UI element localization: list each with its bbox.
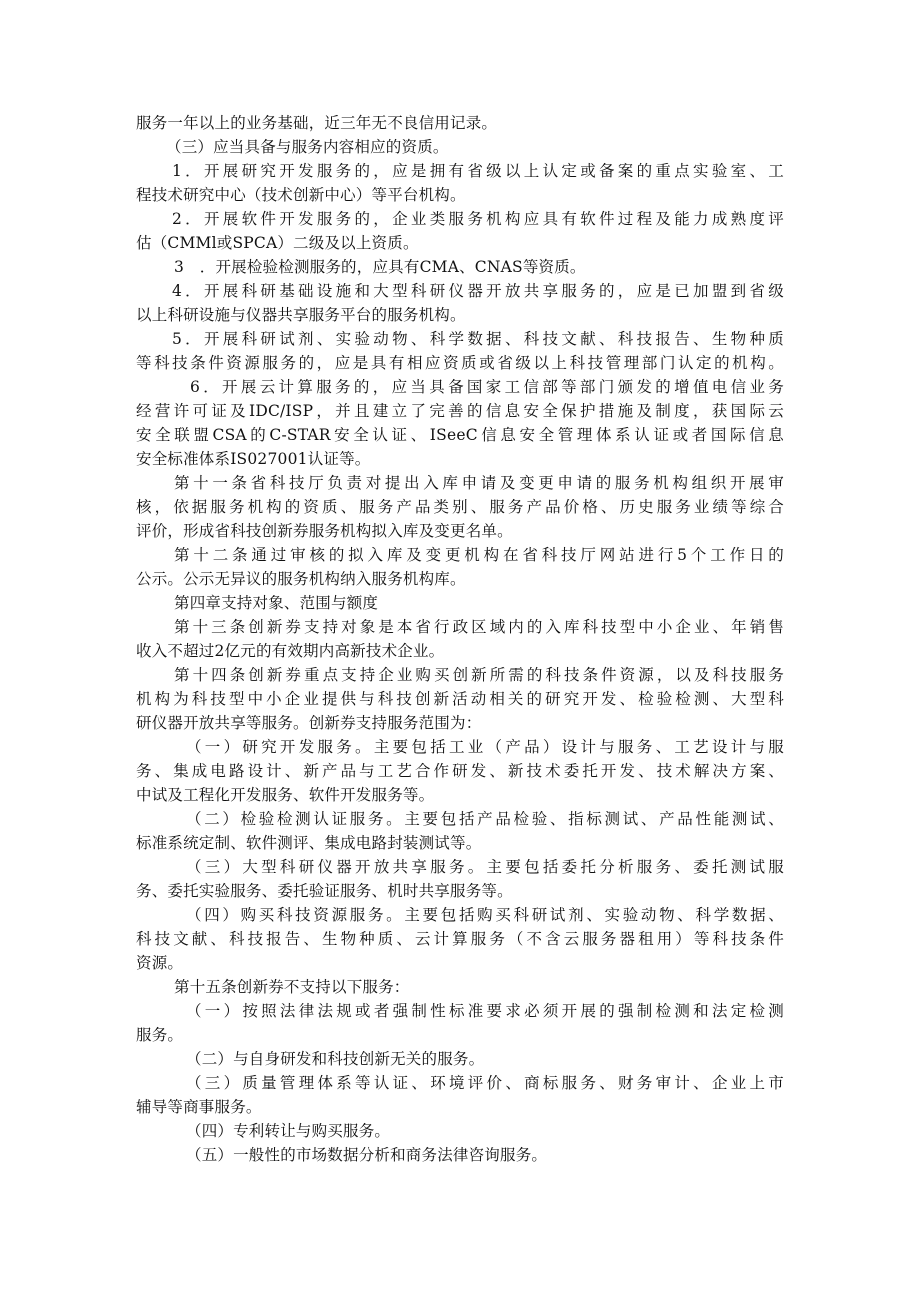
text-line: （二）与自身研发和科技创新无关的服务。 bbox=[186, 1050, 485, 1068]
text-line: 4．开展科研基础设施和大型科研仪器开放共享服务的，应是已加盟到省级 bbox=[172, 282, 784, 300]
text-line: 核，依据服务机构的资质、服务产品类别、服务产品价格、历史服务业绩等综合 bbox=[136, 498, 784, 516]
text-line: 资源。 bbox=[136, 954, 184, 972]
text-line: （三）应当具备与服务内容相应的资质。 bbox=[166, 138, 449, 156]
text-line: 辅导等商事服务。 bbox=[136, 1098, 262, 1116]
text-line: 第十三条创新券支持对象是本省行政区域内的入库科技型中小企业、年销售 bbox=[174, 618, 784, 636]
text-line: 1．开展研究开发服务的，应是拥有省级以上认定或备案的重点实验室、工 bbox=[172, 162, 784, 180]
text-line: 第十二条通过审核的拟入库及变更机构在省科技厅网站进行5个工作日的 bbox=[174, 546, 784, 564]
text-line: 机构为科技型中小企业提供与科技创新活动相关的研究开发、检验检测、大型科 bbox=[136, 690, 784, 708]
text-line: 安全联盟CSA的C-STAR安全认证、ISeeC信息安全管理体系认证或者国际信息 bbox=[136, 426, 784, 444]
text-line: 等科技条件资源服务的，应是具有相应资质或省级以上科技管理部门认定的机构。 bbox=[136, 354, 784, 372]
text-line: 2．开展软件开发服务的，企业类服务机构应具有软件过程及能力成熟度评 bbox=[172, 210, 784, 228]
text-line: （二）检验检测认证服务。主要包括产品检验、指标测试、产品性能测试、 bbox=[186, 810, 784, 828]
text-line: 科技文献、科技报告、生物种质、云计算服务（不含云服务器租用）等科技条件 bbox=[136, 930, 784, 948]
text-line: （三）大型科研仪器开放共享服务。主要包括委托分析服务、委托测试服 bbox=[186, 858, 784, 876]
text-line: 中试及工程化开发服务、软件开发服务等。 bbox=[136, 786, 435, 804]
text-line: （五）一般性的市场数据分析和商务法律咨询服务。 bbox=[186, 1146, 548, 1164]
text-line: 安全标准体系IS027001认证等。 bbox=[136, 450, 371, 468]
text-line: 第十五条创新券不支持以下服务： bbox=[174, 978, 410, 996]
text-line: 务、委托实验服务、委托验证服务、机时共享服务等。 bbox=[136, 882, 513, 900]
text-line: 以上科研设施与仪器共享服务平台的服务机构。 bbox=[136, 306, 466, 324]
text-line: （四）购买科技资源服务。主要包括购买科研试剂、实验动物、科学数据、 bbox=[186, 906, 784, 924]
text-line: 5．开展科研试剂、实验动物、科学数据、科技文献、科技报告、生物种质 bbox=[172, 330, 784, 348]
text-line: 标准系统定制、软件测评、集成电路封装测试等。 bbox=[136, 834, 482, 852]
text-line: 估（CMMl或SPCA）二级及以上资质。 bbox=[136, 234, 419, 252]
text-line: （三）质量管理体系等认证、环境评价、商标服务、财务审计、企业上市 bbox=[186, 1074, 784, 1092]
text-line: 服务一年以上的业务基础，近三年无不良信用记录。 bbox=[136, 114, 498, 132]
text-line: 3 ．开展检验检测服务的，应具有CMA、CNAS等资质。 bbox=[174, 258, 586, 276]
text-line: 公示。公示无异议的服务机构纳入服务机构库。 bbox=[136, 570, 466, 588]
text-line: （一）研究开发服务。主要包括工业（产品）设计与服务、工艺设计与服 bbox=[186, 738, 784, 756]
chapter-heading: 第四章支持对象、范围与额度 bbox=[174, 594, 379, 612]
text-line: 收入不超过2亿元的有效期内高新技术企业。 bbox=[136, 642, 445, 660]
text-line: 务、集成电路设计、新产品与工艺合作研发、新技术委托开发、技术解决方案、 bbox=[136, 762, 784, 780]
text-line: （一）按照法律法规或者强制性标准要求必须开展的强制检测和法定检测 bbox=[186, 1002, 784, 1020]
text-line: 研仪器开放共享等服务。创新券支持服务范围为： bbox=[136, 714, 482, 732]
text-line: 评价，形成省科技创新券服务机构拟入库及变更名单。 bbox=[136, 522, 513, 540]
text-line: 第十四条创新券重点支持企业购买创新所需的科技条件资源，以及科技服务 bbox=[174, 666, 784, 684]
text-line: 第十一条省科技厅负责对提出入库申请及变更申请的服务机构组织开展审 bbox=[174, 474, 784, 492]
text-line: （四）专利转让与购买服务。 bbox=[186, 1122, 391, 1140]
text-line: 6．开展云计算服务的，应当具备国家工信部等部门颁发的增值电信业务 bbox=[190, 378, 784, 396]
text-line: 经营许可证及IDC/ISP，并且建立了完善的信息安全保护措施及制度，获国际云 bbox=[136, 402, 784, 420]
text-line: 程技术研究中心（技术创新中心）等平台机构。 bbox=[136, 186, 466, 204]
text-line: 服务。 bbox=[136, 1026, 184, 1044]
